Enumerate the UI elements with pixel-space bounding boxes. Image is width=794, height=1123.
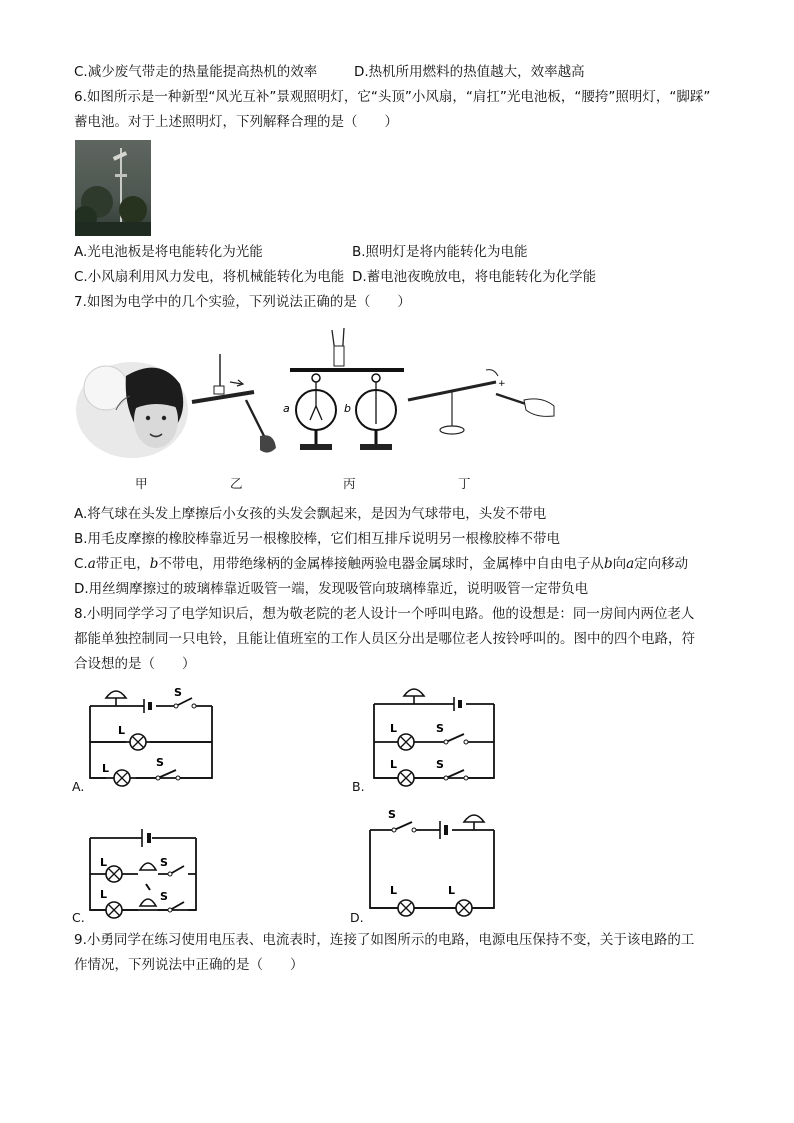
q6-option-c: C.小风扇利用风力发电，将机械能转化为电能 [74,269,345,285]
q8-stem-line-3: 合设想的是（ ） [74,656,196,672]
q6-stem-line-2: 蓄电池。对于上述照明灯，下列解释合理的是（ ） [74,114,398,130]
q7-figure-ding [404,360,556,442]
q8-b-switch-label-2: S [436,758,444,771]
q8-b-lamp-label-2: L [390,758,398,771]
q8-d-lamp-label-1: L [390,884,398,897]
q6-option-b: B.照明灯是将内能转化为电能 [352,244,528,260]
q7-figure-jia [76,356,194,460]
q8-a-switch-label-2: S [156,756,164,769]
q8-d-switch-label: S [388,808,396,821]
q5-option-d: D.热机所用燃料的热值越大，效率越高 [354,64,585,80]
q8-b-switch-label-1: S [436,722,444,735]
q9-stem-line-1: 9.小勇同学在练习使用电压表、电流表时，连接了如图所示的电路，电源电压保持不变，关于该电路的工 [74,932,695,948]
q8-a-switch-label-1: S [174,686,182,699]
q7-stem: 7.如图为电学中的几个实验，下列说法正确的是（ ） [74,294,411,310]
q8-d-lamp-label-2: L [448,884,456,897]
q8-circuit-c [84,826,208,920]
q7-option-c: C.a带正电，b不带电，用带绝缘柄的金属棒接触两验电器金属球时，金属棒中自由电子从b向a定向移动 [74,556,689,572]
q7-option-a: A.将气球在头发上摩擦后小女孩的头发会飘起来，是因为气球带电，头发不带电 [74,506,547,522]
q8-b-lamp-label-1: L [390,722,398,735]
q6-lamp-photo [75,140,151,236]
q9-stem-line-2: 作情况，下列说法中正确的是（ ） [74,957,304,973]
q8-c-lamp-label-1: L [100,856,108,869]
q8-c-switch-label-2: S [160,890,168,903]
q6-option-a: A.光电池板是将电能转化为光能 [74,244,263,260]
q7-caption-yi: 乙 [230,476,243,491]
q8-a-lamp-label-1: L [118,724,126,737]
q8-label-b: B. [352,779,365,794]
q8-a-lamp-label-2: L [102,762,110,775]
q8-circuit-b [368,686,502,790]
q8-label-d: D. [350,910,364,925]
q8-circuit-a [84,686,218,790]
q7-figure-yi [190,352,290,458]
q8-stem-line-2: 都能单独控制同一只电铃，且能让值班室的工作人员区分出是哪位老人按铃呼叫的。图中的四个电路，符 [74,631,695,647]
q7-option-d: D.用丝绸摩擦过的玻璃棒靠近吸管一端，发现吸管向玻璃棒靠近，说明吸管一定带负电 [74,581,589,597]
q7-caption-jia: 甲 [135,476,148,491]
q8-label-a: A. [72,779,85,794]
q8-circuit-d [366,806,500,920]
q8-label-c: C. [72,910,85,925]
q7-caption-ding: 丁 [458,476,471,491]
svg-text:+: + [498,379,506,389]
q8-c-lamp-label-2: L [100,888,108,901]
q6-option-d: D.蓄电池夜晚放电，将电能转化为化学能 [352,269,597,285]
q7-option-b: B.用毛皮摩擦的橡胶棒靠近另一根橡胶棒，它们相互排斥说明另一根橡胶棒不带电 [74,531,561,547]
q8-c-switch-label-1: S [160,856,168,869]
q7-electroscope-b-label: b [344,402,351,415]
q7-figure-bing [280,326,414,466]
q5-option-c: C.减少废气带走的热量能提高热机的效率 [74,64,318,80]
q8-stem-line-1: 8.小明同学学习了电学知识后，想为敬老院的老人设计一个呼叫电路。他的设想是：同一房间内两位老人 [74,606,695,622]
q6-stem-line-1: 6.如图所示是一种新型“风光互补”景观照明灯，它“头顶”小风扇，“肩扛”光电池板，“腰挎”照明灯，“脚踩” [74,89,711,105]
q7-caption-bing: 丙 [343,476,356,491]
q7-electroscope-a-label: a [283,402,290,415]
